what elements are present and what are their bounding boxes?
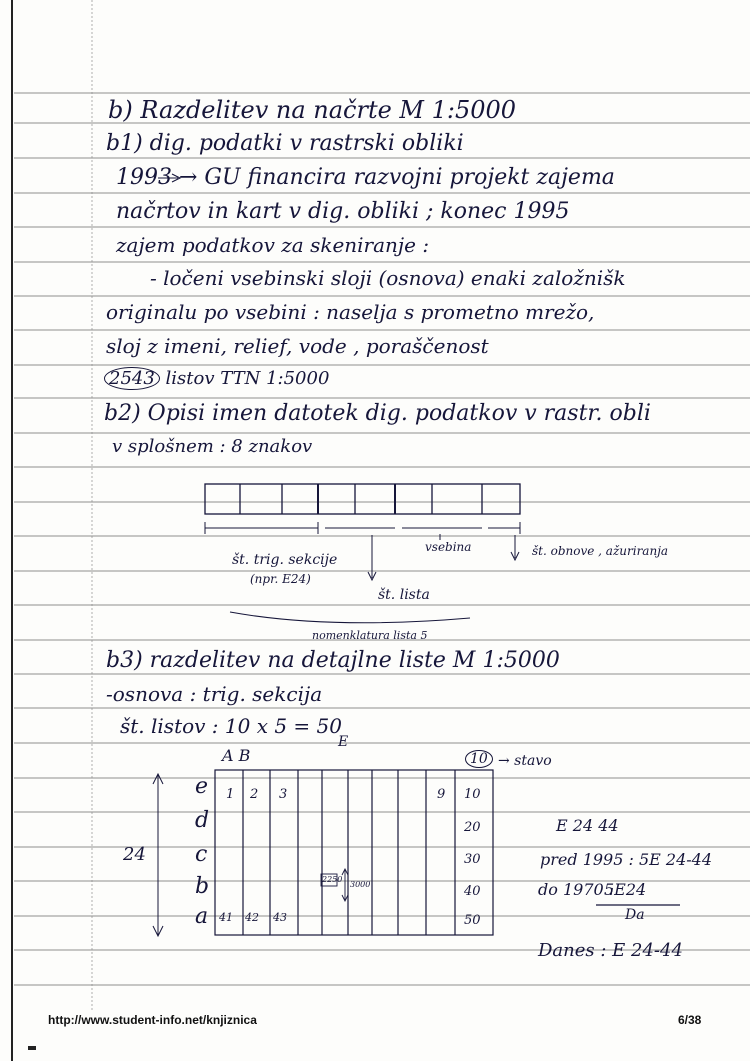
grid-row-b: b bbox=[195, 874, 210, 899]
footer-url-link[interactable]: http://www.student-info.net/knjiznica bbox=[48, 1013, 257, 1027]
section-b2-heading: b2) Opisi imen datotek dig. podatkov v rastr. obli bbox=[104, 401, 651, 426]
grid-cell-30: 30 bbox=[464, 852, 481, 867]
grid-row-d: d bbox=[195, 808, 210, 833]
note-before-1995: pred 1995 : 5E 24-44 bbox=[540, 850, 713, 869]
grid-col-marker-circled: 10 bbox=[465, 750, 493, 768]
grid-row-e: e bbox=[195, 774, 209, 799]
corner-mark bbox=[28, 1046, 36, 1050]
grid-cell-20: 20 bbox=[464, 820, 481, 835]
grid-cell-40: 40 bbox=[464, 884, 481, 899]
section-b3-heading: b3) razdelitev na detajlne liste M 1:5000 bbox=[106, 648, 560, 673]
label-sheet-number: št. lista bbox=[378, 587, 430, 603]
label-example-e24: (npr. E24) bbox=[250, 572, 311, 586]
b1-line-4: - ločeni vsebinski sloji (osnova) enaki založnišk bbox=[150, 266, 626, 290]
grid-cell-43: 43 bbox=[273, 911, 287, 924]
grid-side-label: 24 bbox=[123, 844, 146, 865]
label-nomenclature: nomenklatura lista 5 bbox=[312, 629, 428, 642]
b1-line-7-text: listov TTN 1:5000 bbox=[165, 368, 330, 389]
grid-cell-width-label: 2250 bbox=[322, 875, 343, 884]
b1-line-6: sloj z imeni, relief, vode , poraščenost bbox=[106, 334, 489, 358]
grid-col-letters: A B bbox=[222, 746, 251, 765]
b3-line-2: -osnova : trig. sekcija bbox=[106, 682, 323, 706]
grid-cell-10: 10 bbox=[464, 787, 481, 802]
grid-cell-42: 42 bbox=[245, 911, 259, 924]
grid-cell-2: 2 bbox=[250, 787, 259, 802]
b2-line-2: v splošnem : 8 znakov bbox=[112, 436, 313, 457]
note-until-1970-prefix: do 1970 : bbox=[538, 880, 615, 899]
b3-line-3: št. listov : 10 x 5 = 50 bbox=[120, 714, 342, 738]
b1-line-5: originalu po vsebini : naselja s prometno mrežo, bbox=[106, 300, 595, 324]
grid-col-marker bbox=[465, 752, 493, 766]
sheet-count-circled: 2543 bbox=[104, 367, 160, 390]
label-trig-section: št. trig. sekcije bbox=[232, 552, 338, 568]
grid-cell-3: 3 bbox=[279, 787, 288, 802]
section-b1-heading: b1) dig. podatki v rastrski obliki bbox=[106, 131, 464, 156]
footer-url[interactable] bbox=[48, 1013, 257, 1027]
grid-cell-41: 41 bbox=[219, 911, 233, 924]
b1-line-2: načrtov in kart v dig. obliki ; konec 1995 bbox=[116, 199, 570, 224]
label-update: št. obnove , ažuriranja bbox=[532, 544, 669, 558]
b1-line-7 bbox=[104, 370, 329, 388]
grid-row-a: a bbox=[195, 904, 209, 929]
note-until-1970-top: 5E24 bbox=[604, 880, 647, 899]
grid-cell-50: 50 bbox=[464, 913, 481, 928]
note-until-1970-bottom: Da bbox=[625, 907, 645, 923]
note-today: Danes : E 24-44 bbox=[538, 940, 683, 961]
grid-row-c: c bbox=[195, 842, 208, 867]
b1-line-1: 1993 → GU financira razvojni projekt zajema bbox=[116, 165, 615, 190]
grid-cell-9: 9 bbox=[437, 787, 446, 802]
section-b-heading: b) Razdelitev na načrte M 1:5000 bbox=[108, 96, 517, 124]
grid-col-letter-extra: E bbox=[338, 734, 349, 750]
grid-cell-height-label: 3000 bbox=[350, 880, 371, 889]
b1-line-3: zajem podatkov za skeniranje : bbox=[116, 233, 430, 257]
grid-cell-1: 1 bbox=[226, 787, 235, 802]
footer-page-number: 6/38 bbox=[678, 1013, 702, 1027]
grid-col-direction: → stavo bbox=[498, 753, 552, 769]
note-example-code: E 24 44 bbox=[556, 816, 619, 835]
label-content: vsebina bbox=[425, 540, 472, 554]
